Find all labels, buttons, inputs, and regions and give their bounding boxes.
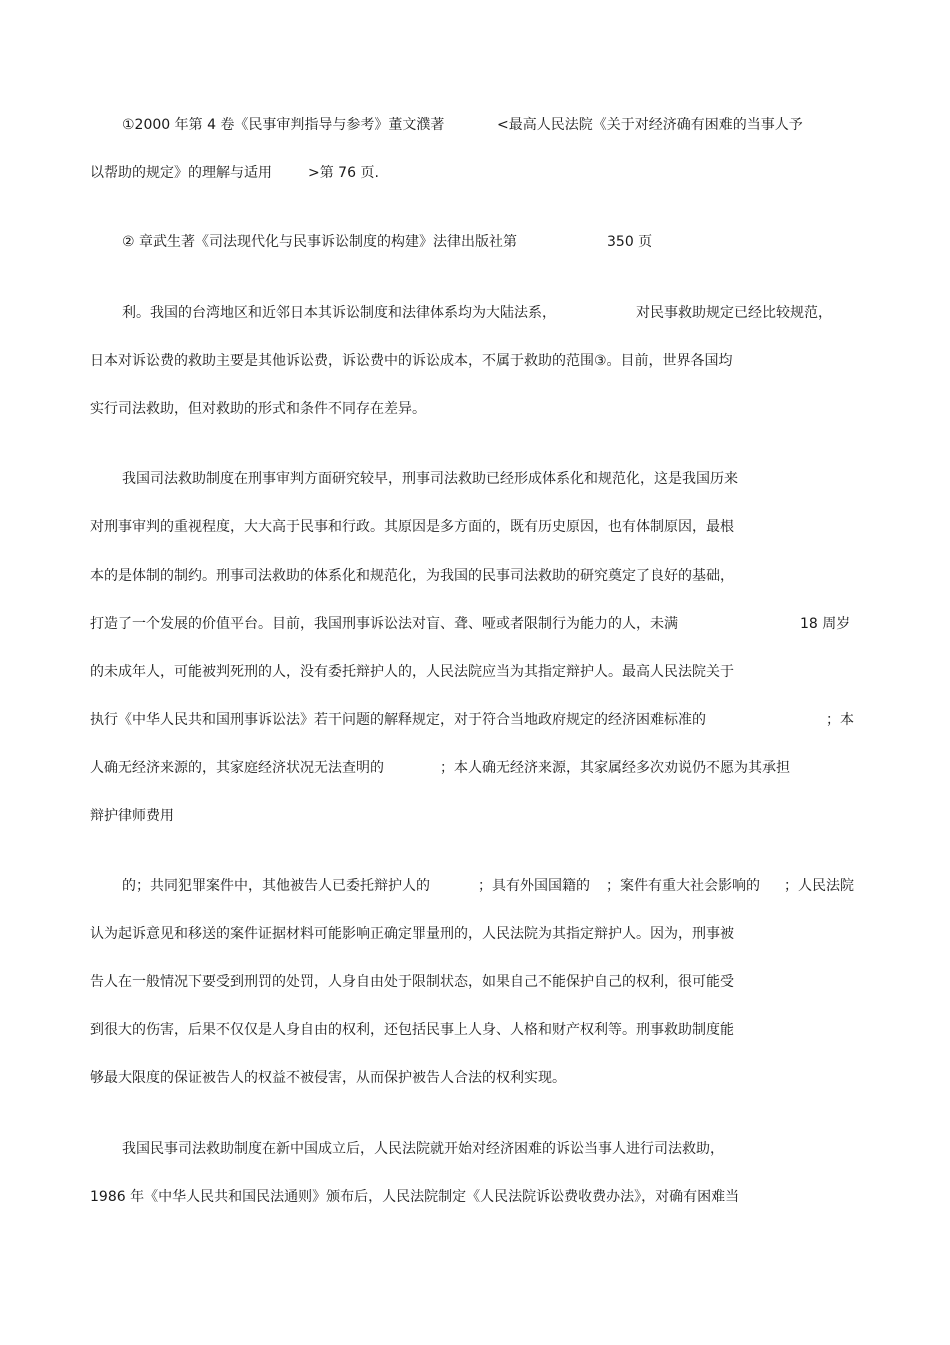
footnote-text: 350 页 <box>607 234 653 250</box>
body-text: 我国民事司法救助制度在新中国成立后，人民法院就开始对经济困难的诉讼当事人进行司法救助， <box>122 1141 724 1157</box>
body-text: 够最大限度的保证被告人的权益不被侵害，从而保护被告人合法的权利实现。 <box>90 1070 566 1086</box>
footnote-text: ② 章武生著《司法现代化与民事诉讼制度的构建》法律出版社第 <box>122 234 517 250</box>
body-text: 认为起诉意见和移送的案件证据材料可能影响正确定罪量刑的，人民法院为其指定辩护人。因为，刑事被 <box>90 926 734 942</box>
body-text: 打造了一个发展的价值平台。目前，我国刑事诉讼法对盲、聋、哑或者限制行为能力的人，未满 <box>90 616 678 632</box>
body-text: ；案件有重大社会影响的 <box>606 878 760 894</box>
body-text: 实行司法救助，但对救助的形式和条件不同存在差异。 <box>90 401 426 417</box>
footnote-text: >第 76 页. <box>308 165 379 181</box>
body-text: 1986 年《中华人民共和国民法通则》颁布后，人民法院制定《人民法院诉讼费收费办法》，对确有困难当 <box>90 1189 740 1205</box>
body-text: 告人在一般情况下要受到刑罚的处罚，人身自由处于限制状态，如果自己不能保护自己的权利，很可能受 <box>90 974 734 990</box>
body-text: ；具有外国国籍的 <box>478 878 590 894</box>
footnote-text: <最高人民法院《关于对经济确有困难的当事人予 <box>497 117 803 133</box>
body-text: 我国司法救助制度在刑事审判方面研究较早，刑事司法救助已经形成体系化和规范化，这是我国历来 <box>122 471 738 487</box>
footnote-text: 以帮助的规定》的理解与适用 <box>90 165 272 181</box>
body-text: ；本 <box>826 712 854 728</box>
body-text: 到很大的伤害，后果不仅仅是人身自由的权利，还包括民事上人身、人格和财产权利等。刑事救助制度能 <box>90 1022 734 1038</box>
body-text: 执行《中华人民共和国刑事诉讼法》若干问题的解释规定，对于符合当地政府规定的经济困难标准的 <box>90 712 706 728</box>
body-text: ；人民法院 <box>784 878 854 894</box>
body-text: 的；共同犯罪案件中，其他被告人已委托辩护人的 <box>122 878 430 894</box>
body-text: ；本人确无经济来源，其家属经多次劝说仍不愿为其承担 <box>440 760 790 776</box>
body-text: 对民事救助规定已经比较规范， <box>636 305 832 321</box>
body-text: 日本对诉讼费的救助主要是其他诉讼费，诉讼费中的诉讼成本，不属于救助的范围③。目前，世界各国均 <box>90 353 733 369</box>
body-text: 对刑事审判的重视程度，大大高于民事和行政。其原因是多方面的，既有历史原因，也有体制原因，最根 <box>90 519 734 535</box>
body-text: 的未成年人，可能被判死刑的人，没有委托辩护人的，人民法院应当为其指定辩护人。最高人民法院关于 <box>90 664 734 680</box>
body-text: 辩护律师费用 <box>90 808 174 824</box>
body-text: 本的是体制的制约。刑事司法救助的体系化和规范化，为我国的民事司法救助的研究奠定了良好的基础， <box>90 568 734 584</box>
body-text: 利。我国的台湾地区和近邻日本其诉讼制度和法律体系均为大陆法系， <box>122 305 556 321</box>
footnote-text: ①2000 年第 4 卷《民事审判指导与参考》董文濮著 <box>122 117 445 133</box>
body-text: 18 周岁 <box>800 616 851 632</box>
body-text: 人确无经济来源的，其家庭经济状况无法查明的 <box>90 760 384 776</box>
